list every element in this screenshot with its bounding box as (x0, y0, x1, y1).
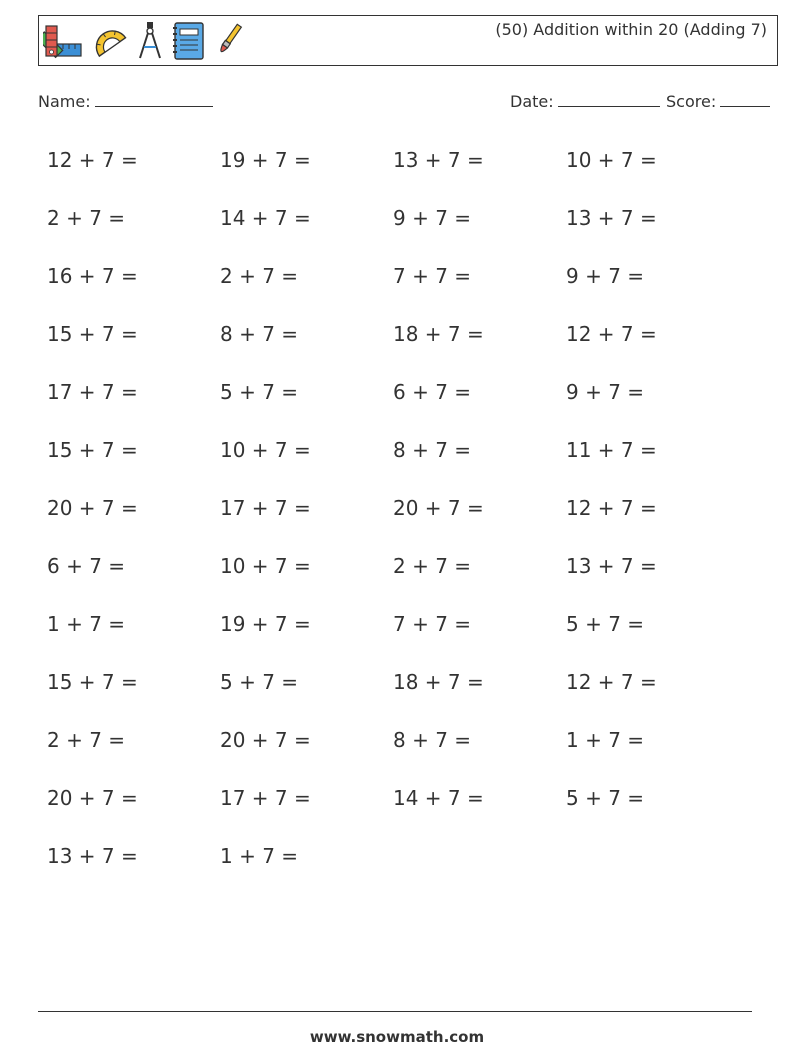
protractor-icon (89, 20, 129, 62)
footer-url: www.snowmath.com (309, 1028, 485, 1046)
problem-23: 8 + 7 = (393, 438, 472, 462)
problem-16: 12 + 7 = (566, 322, 657, 346)
problem-13: 15 + 7 = (47, 322, 138, 346)
problem-37: 15 + 7 = (47, 670, 138, 694)
problem-2: 19 + 7 = (220, 148, 311, 172)
problem-50: 1 + 7 = (220, 844, 299, 868)
problem-26: 17 + 7 = (220, 496, 311, 520)
worksheet-title: (50) Addition within 20 (Adding 7) (495, 20, 767, 39)
date-label: Date: (510, 92, 554, 111)
problem-14: 8 + 7 = (220, 322, 299, 346)
problem-12: 9 + 7 = (566, 264, 645, 288)
name-label: Name: (38, 92, 91, 111)
problem-5: 2 + 7 = (47, 206, 126, 230)
problem-46: 17 + 7 = (220, 786, 311, 810)
problem-49: 13 + 7 = (47, 844, 138, 868)
problem-6: 14 + 7 = (220, 206, 311, 230)
problem-22: 10 + 7 = (220, 438, 311, 462)
paintbrush-icon (213, 20, 243, 62)
problem-31: 2 + 7 = (393, 554, 472, 578)
name-blank[interactable] (95, 92, 213, 107)
problem-15: 18 + 7 = (393, 322, 484, 346)
problem-44: 1 + 7 = (566, 728, 645, 752)
score-field (666, 92, 770, 111)
problem-24: 11 + 7 = (566, 438, 657, 462)
problem-7: 9 + 7 = (393, 206, 472, 230)
date-field (510, 92, 660, 111)
problem-34: 19 + 7 = (220, 612, 311, 636)
notebook-icon (171, 20, 207, 62)
score-blank[interactable] (720, 92, 770, 107)
problem-39: 18 + 7 = (393, 670, 484, 694)
footer-divider (38, 1011, 752, 1012)
problem-9: 16 + 7 = (47, 264, 138, 288)
problem-42: 20 + 7 = (220, 728, 311, 752)
problem-17: 17 + 7 = (47, 380, 138, 404)
problem-19: 6 + 7 = (393, 380, 472, 404)
problem-32: 13 + 7 = (566, 554, 657, 578)
problem-10: 2 + 7 = (220, 264, 299, 288)
worksheet-header (38, 15, 778, 66)
problem-35: 7 + 7 = (393, 612, 472, 636)
problem-28: 12 + 7 = (566, 496, 657, 520)
problem-29: 6 + 7 = (47, 554, 126, 578)
problem-3: 13 + 7 = (393, 148, 484, 172)
compass-icon (135, 20, 165, 62)
name-field (38, 92, 213, 111)
score-label: Score: (666, 92, 717, 111)
problem-36: 5 + 7 = (566, 612, 645, 636)
problem-43: 8 + 7 = (393, 728, 472, 752)
problem-38: 5 + 7 = (220, 670, 299, 694)
header-icons (43, 19, 249, 63)
date-blank[interactable] (558, 92, 660, 107)
problem-25: 20 + 7 = (47, 496, 138, 520)
problem-41: 2 + 7 = (47, 728, 126, 752)
problem-21: 15 + 7 = (47, 438, 138, 462)
problem-48: 5 + 7 = (566, 786, 645, 810)
problem-45: 20 + 7 = (47, 786, 138, 810)
problem-47: 14 + 7 = (393, 786, 484, 810)
color-swatch-ruler-icon (43, 20, 83, 62)
problem-4: 10 + 7 = (566, 148, 657, 172)
problem-27: 20 + 7 = (393, 496, 484, 520)
problem-11: 7 + 7 = (393, 264, 472, 288)
problem-30: 10 + 7 = (220, 554, 311, 578)
problem-8: 13 + 7 = (566, 206, 657, 230)
problem-33: 1 + 7 = (47, 612, 126, 636)
problem-20: 9 + 7 = (566, 380, 645, 404)
problem-18: 5 + 7 = (220, 380, 299, 404)
problem-40: 12 + 7 = (566, 670, 657, 694)
problem-1: 12 + 7 = (47, 148, 138, 172)
